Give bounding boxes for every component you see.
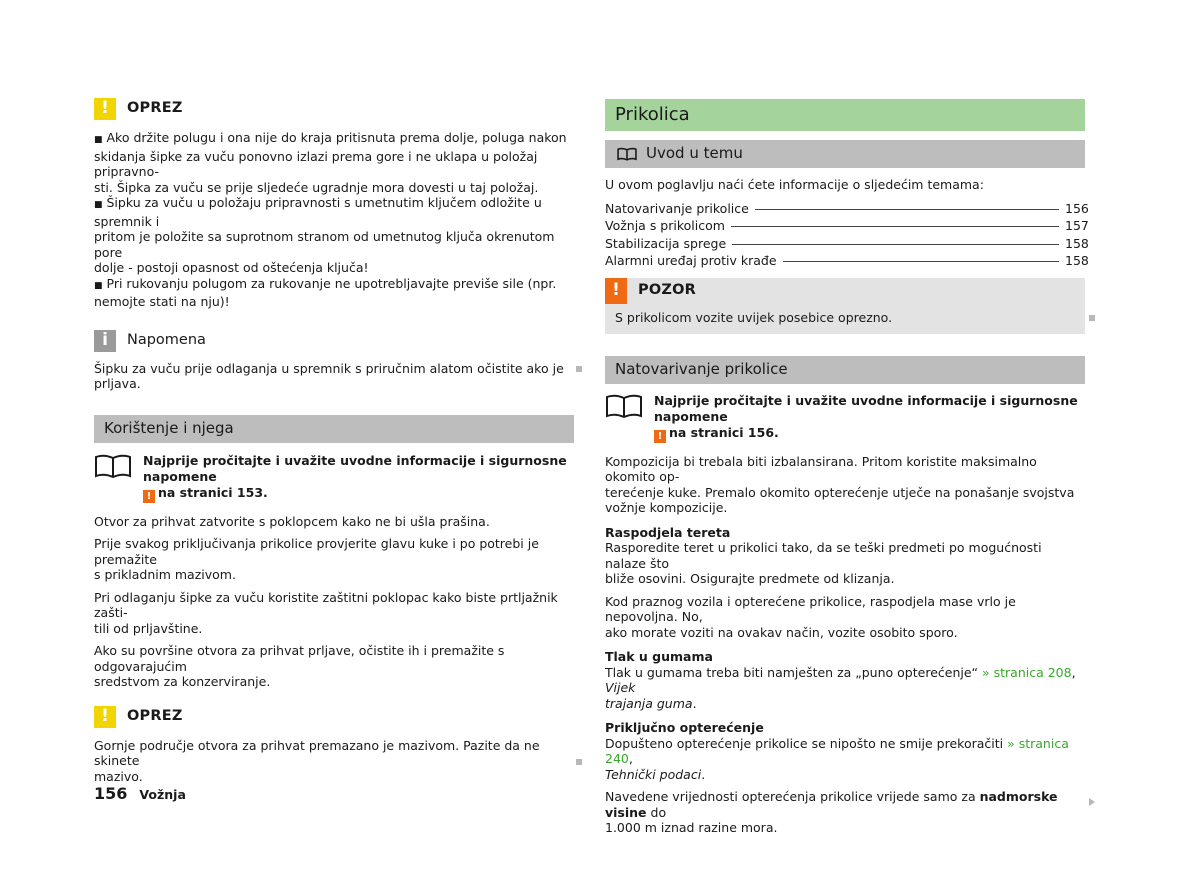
oprez-warning-header	[94, 96, 574, 122]
read-first-page-ref: na stranici 153.	[158, 484, 268, 500]
bullet-text: skidanja šipke za vuču ponovno izlazi prema gore i ne uklapa u položaj pripravno-	[94, 148, 538, 179]
toc-page: 158	[1065, 253, 1089, 268]
toc-label: Stabilizacija sprege	[605, 235, 727, 251]
toc-leader	[731, 226, 1059, 227]
section-title: Korištenje i njega	[94, 415, 574, 443]
toc-page: 157	[1065, 218, 1089, 233]
pozor-warning	[605, 278, 1085, 334]
toc-item[interactable]	[605, 253, 1089, 271]
danger-icon: !	[605, 278, 627, 304]
end-marker-icon	[1089, 315, 1095, 321]
paragraph	[605, 454, 1085, 516]
bullet-text: Ako držite polugu i ona nije do kraja pritisnuta prema dolje, poluga nakon	[106, 130, 567, 145]
napomena-header	[94, 328, 574, 354]
paragraph	[605, 540, 1085, 587]
oprez-line: mazivo.	[94, 768, 143, 784]
section-title: Natovarivanje prikolice	[605, 356, 1085, 384]
toc-item[interactable]	[605, 218, 1089, 236]
right-column	[605, 99, 1089, 836]
toc-label: Natovarivanje prikolice	[605, 200, 749, 216]
italic-ref: Vijek	[605, 680, 636, 695]
read-first-note	[94, 453, 574, 503]
oprez-text	[94, 738, 574, 785]
warning-icon: !	[94, 706, 116, 728]
bullet-text: Pri rukovanju polugom za rukovanje ne upotrebljavajte previše sile (npr.	[106, 275, 557, 291]
paragraph-line: terećenje kuke. Premalo okomito opterećenje utječe na ponašanje svojstva	[605, 484, 1075, 500]
bullet-text: Šipku za vuču u položaju pripravnosti s umetnutim ključem odložite u spremnik i	[94, 195, 542, 229]
paragraph-text: ,	[1071, 664, 1076, 680]
read-first-note	[605, 393, 1085, 443]
paragraph-line: s prikladnim mazivom.	[94, 567, 236, 582]
pozor-text: S prikolicom vozite uvijek posebice oprezno.	[615, 309, 893, 325]
paragraph	[605, 736, 1085, 783]
page-footer	[94, 786, 186, 803]
intro-lead: U ovom poglavlju naći ćete informacije o sljedećim temama:	[605, 177, 984, 192]
toc-item[interactable]	[605, 200, 1089, 219]
page-link[interactable]: » stranica 208	[981, 664, 1072, 680]
paragraph-line: Pri odlaganju šipke za vuču koristite zaštitni poklopac kako biste prtljažnik zašti-	[94, 589, 558, 620]
chapter-name: Vožnja	[139, 787, 186, 802]
oprez-title: OPREZ	[127, 100, 183, 117]
paragraph-line: ako morate voziti na ovakav način, vozite osobito sporo.	[605, 624, 958, 640]
subheading: Priključno opterećenje	[605, 720, 764, 735]
read-first-text: Najprije pročitajte i uvažite uvodne informacije i sigurnosne napomene	[143, 452, 567, 484]
bold-text: nadmorske visine	[605, 789, 1058, 820]
book-icon	[617, 147, 637, 161]
info-icon: i	[94, 330, 116, 352]
toc-list	[605, 200, 1089, 271]
toc-label: Vožnja s prikolicom	[605, 218, 725, 233]
page-number: 156	[94, 784, 128, 803]
napomena-text: Šipku za vuču prije odlaganja u spremnik s priručnim alatom očistite ako je prljava.	[94, 360, 564, 391]
paragraph	[94, 536, 574, 583]
warning-icon: !	[94, 98, 116, 120]
end-marker-icon	[576, 366, 582, 372]
toc-label: Alarmni uređaj protiv krađe	[605, 253, 777, 268]
italic-ref: trajanja guma	[605, 695, 693, 711]
oprez-bullets: ■ Ako držite polugu i ona nije do kraja pritisnuta prema dolje, poluga nakon skidanja šipke za vuču ponovno izlazi prema gore i ne uklapa u položaj pripravno- sti. Šipka za vuču se prije sljedeće ugradnje mora dovesti u taj položaj. ■ Šipku za vuču u položaju pripravnosti s umetnutim ključem odložite u spremnik i pritom je položite sa suprotnom stranom od umetnutog ključa okrenutom pore dolje - postoji opasnost od oštećenja ključa! ■ Pri rukovanju polugom za rukovanje ne upotrebljavajte previše sile (npr. nemojte stati na nju)!	[94, 130, 574, 310]
end-marker-icon	[576, 759, 582, 765]
subheading: Raspodjela tereta	[605, 524, 731, 540]
paragraph-text: 1.000 m iznad razine mora.	[605, 820, 778, 835]
paragraph-text: Navedene vrijednosti opterećenja prikolice vrijede samo za	[605, 789, 980, 804]
paragraph-line: Kompozicija bi trebala biti izbalansirana. Pritom koristite maksimalno okomito op-	[605, 453, 1037, 484]
paragraph	[94, 590, 574, 637]
paragraph-line: Rasporedite teret u prikolici tako, da se teški predmeti po mogućnosti nalaze što	[605, 540, 1042, 571]
oprez-title: OPREZ	[127, 707, 183, 724]
oprez-line: Gornje područje otvora za prihvat premazano je mazivom. Pazite da ne skinete	[94, 737, 540, 768]
bullet-text: pritom je položite sa suprotnom stranom od umetnutog ključa okrenutom pore	[94, 229, 555, 260]
warning-small-icon: !	[654, 430, 666, 443]
paragraph-text: .	[701, 766, 706, 782]
napomena-title: Napomena	[127, 331, 206, 348]
subheading: Tlak u gumama	[605, 649, 713, 664]
intro-title: Uvod u temu	[646, 144, 743, 163]
paragraph	[605, 789, 1085, 836]
toc-page: 156	[1065, 200, 1089, 216]
paragraph-line: sredstvom za konzerviranje.	[94, 674, 271, 689]
bullet-text: nemojte stati na nju)!	[94, 294, 230, 309]
toc-leader	[755, 209, 1059, 210]
chapter-title: Prikolica	[605, 99, 1085, 131]
toc-page: 158	[1065, 235, 1089, 251]
book-icon	[605, 393, 643, 419]
toc-leader	[732, 244, 1059, 245]
paragraph	[605, 665, 1085, 712]
pozor-header	[605, 278, 1085, 304]
paragraph-line: Prije svakog priključivanja prikolice provjerite glavu kuke i po potrebi je premažite	[94, 536, 539, 567]
paragraph-line: bliže osovini. Osigurajte predmete od klizanja.	[605, 571, 895, 586]
paragraph: Otvor za prihvat zatvorite s poklopcem kako ne bi ušla prašina.	[94, 513, 490, 529]
paragraph-line: Kod praznog vozila i opterećene prikolice, raspodjela mase vrlo je nepovoljna. No,	[605, 593, 1016, 624]
left-column	[94, 96, 574, 784]
paragraph-text: Tlak u gumama treba biti namješten za „puno opterećenje“	[605, 664, 982, 680]
toc-leader	[783, 261, 1059, 262]
paragraph-line: vožnje kompozicije.	[605, 500, 728, 515]
paragraph-text: .	[692, 695, 697, 711]
oprez-warning-header	[94, 704, 574, 730]
paragraph-text: do	[646, 804, 667, 820]
paragraph-text: ,	[628, 751, 633, 766]
book-icon	[94, 453, 132, 479]
pozor-title: POZOR	[638, 281, 696, 298]
paragraph-text: Dopušteno opterećenje prikolice se nipošto ne smije prekoračiti	[605, 735, 1008, 751]
continue-arrow-icon	[1089, 798, 1095, 806]
read-first-text: Najprije pročitajte i uvažite uvodne informacije i sigurnosne napomene	[654, 392, 1078, 424]
read-first-page-ref: na stranici 156.	[669, 424, 779, 440]
paragraph-line: Ako su površine otvora za prihvat prljave, očistite ih i premažite s odgovarajućim	[94, 643, 505, 674]
paragraph-line: tili od prljavštine.	[94, 620, 203, 636]
paragraph	[605, 594, 1085, 641]
italic-ref: Tehnički podaci	[605, 766, 702, 782]
page-link[interactable]: » stranica 240	[605, 735, 1069, 766]
toc-item[interactable]	[605, 235, 1089, 254]
bullet-text: dolje - postoji opasnost od oštećenja ključa!	[94, 260, 369, 275]
bullet-text: sti. Šipka za vuču se prije sljedeće ugradnje mora dovesti u taj položaj.	[94, 179, 539, 195]
paragraph	[94, 643, 574, 690]
intro-section-header	[605, 140, 1085, 168]
warning-small-icon: !	[143, 490, 155, 503]
